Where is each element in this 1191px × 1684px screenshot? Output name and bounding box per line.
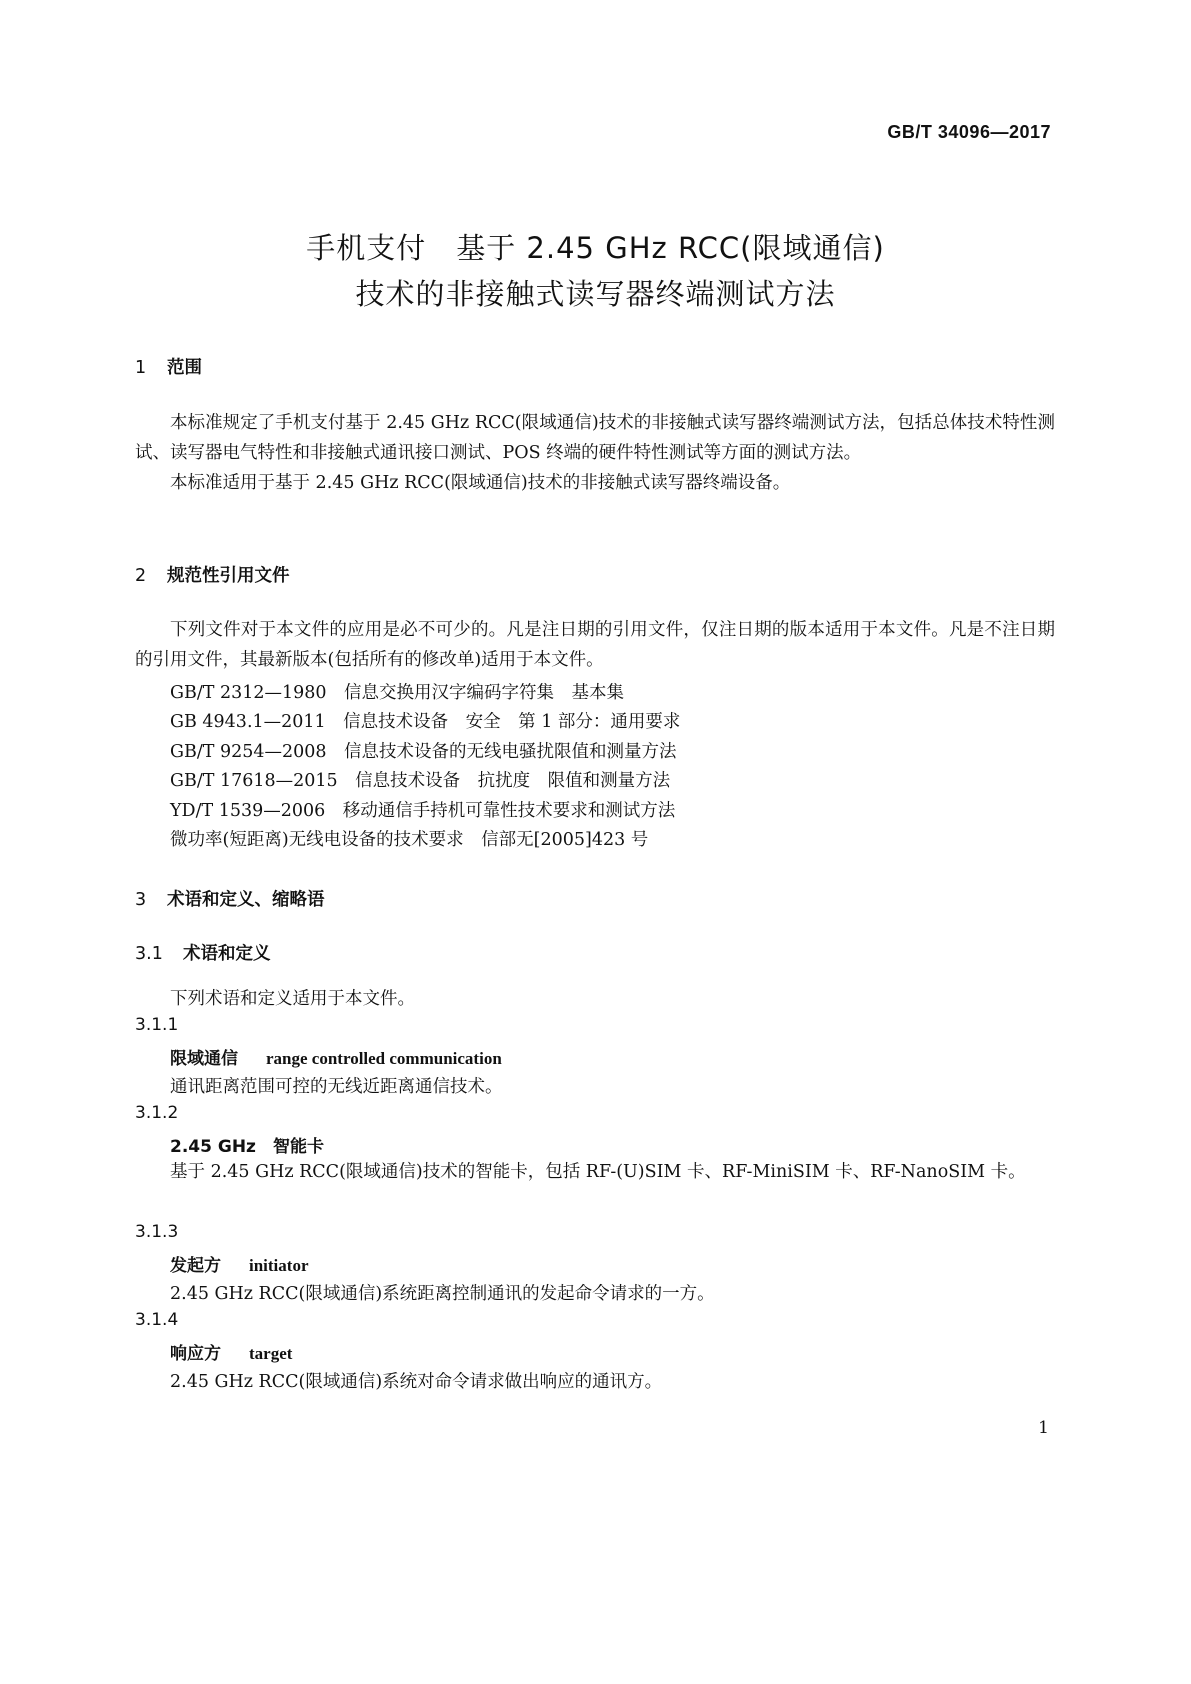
term-number: 3.1.2 <box>135 1103 179 1123</box>
term-zh: 限域通信 <box>170 1049 238 1069</box>
reference-item: GB 4943.1—2011 信息技术设备 安全 第 1 部分：通用要求 <box>170 712 681 732</box>
reference-item: GB/T 9254—2008 信息技术设备的无线电骚扰限值和测量方法 <box>170 742 677 762</box>
term-definition: 2.45 GHz RCC(限域通信)系统距离控制通讯的发起命令请求的一方。 <box>170 1284 715 1304</box>
section-title: 范围 <box>167 358 202 378</box>
section-number: 2 <box>135 566 147 586</box>
reference-item: YD/T 1539—2006 移动通信手持机可靠性技术要求和测试方法 <box>170 801 676 821</box>
term-definition: 通讯距离范围可控的无线近距离通信技术。 <box>170 1077 503 1097</box>
section-number: 3 <box>135 890 147 910</box>
scope-paragraphs <box>135 408 1055 498</box>
term-heading <box>170 1044 502 1069</box>
terms-intro: 下列术语和定义适用于本文件。 <box>170 989 415 1009</box>
standard-number: GB/T 34096—2017 <box>887 122 1051 142</box>
section-title: 术语和定义、缩略语 <box>167 890 325 910</box>
section-1-heading <box>135 354 202 379</box>
term-heading <box>170 1339 292 1364</box>
section-3-1-heading <box>135 940 271 965</box>
section-number: 1 <box>135 358 147 378</box>
document-title-line-2: 技术的非接触式读写器终端测试方法 <box>355 277 836 311</box>
section-3-heading <box>135 886 325 911</box>
term-number: 3.1.3 <box>135 1222 179 1242</box>
term-en: range controlled communication <box>266 1049 502 1068</box>
scope-paragraph-1: 本标准规定了手机支付基于 2.45 GHz RCC(限域通信)技术的非接触式读写器终端测试方法，包括总体技术特性测试、读写器电气特性和非接触式通讯接口测试、POS 终端的硬件特性测试等方面的测试方法。 <box>135 413 1055 463</box>
reference-item: GB/T 2312—1980 信息交换用汉字编码字符集 基本集 <box>170 683 625 703</box>
term-zh: 2.45 GHz 智能卡 <box>170 1137 324 1157</box>
term-heading <box>170 1251 309 1276</box>
term-en: target <box>249 1344 293 1363</box>
section-title: 术语和定义 <box>183 944 271 964</box>
reference-item: 微功率(短距离)无线电设备的技术要求 信部无[2005]423 号 <box>170 830 649 850</box>
term-definition: 2.45 GHz RCC(限域通信)系统对命令请求做出响应的通讯方。 <box>170 1372 663 1392</box>
section-2-heading <box>135 562 290 587</box>
reference-item: GB/T 17618—2015 信息技术设备 抗扰度 限值和测量方法 <box>170 771 671 791</box>
normative-intro <box>135 615 1055 675</box>
scope-paragraph-2: 本标准适用于基于 2.45 GHz RCC(限域通信)技术的非接触式读写器终端设备。 <box>170 473 791 493</box>
term-definition-block <box>135 1157 1055 1187</box>
section-number: 3.1 <box>135 944 163 964</box>
normative-intro-text: 下列文件对于本文件的应用是必不可少的。凡是注日期的引用文件，仅注日期的版本适用于本文件。凡是不注日期的引用文件，其最新版本(包括所有的修改单)适用于本文件。 <box>135 620 1055 670</box>
term-zh: 发起方 <box>170 1256 221 1276</box>
term-definition: 基于 2.45 GHz RCC(限域通信)技术的智能卡，包括 RF-(U)SIM 卡、RF-MiniSIM 卡、RF-NanoSIM 卡。 <box>170 1162 1026 1182</box>
term-en: initiator <box>249 1256 309 1275</box>
page-number: 1 <box>1038 1418 1049 1438</box>
term-heading <box>170 1132 324 1157</box>
term-zh: 响应方 <box>170 1344 221 1364</box>
term-number: 3.1.1 <box>135 1015 179 1035</box>
section-title: 规范性引用文件 <box>167 566 290 586</box>
document-title-line-1: 手机支付 基于 2.45 GHz RCC(限域通信) <box>306 231 885 265</box>
term-number: 3.1.4 <box>135 1310 179 1330</box>
